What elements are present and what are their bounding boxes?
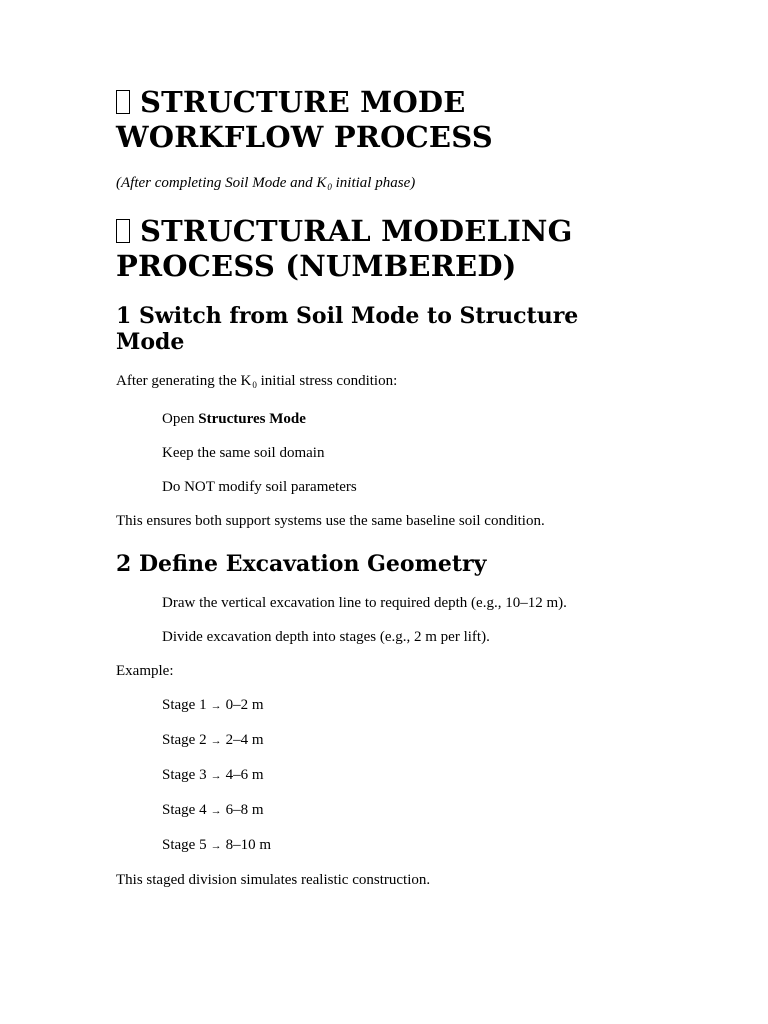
document-page [116,85,636,890]
stage-range: 0–2 m [225,697,264,713]
stage-name: Stage 1 [162,697,207,713]
subtitle-subscript: 0 [327,182,332,192]
arrow-icon: → [210,735,222,747]
step1-intro-subscript: 0 [252,380,257,390]
step2-conclusion: This staged division simulates realistic construction. [116,872,431,888]
arrow-icon: → [210,770,222,782]
step2-bullet-divide: Divide excavation depth into stages (e.g., 2 m per lift). [162,629,490,645]
arrow-icon: → [210,840,222,852]
step2-heading: 2 Define Excavation Geometry [116,551,487,577]
step1-bullet-open-prefix: Open [162,411,199,427]
stage-item [162,835,636,856]
stage-range: 4–6 m [225,767,264,783]
stage-item [162,730,636,751]
section-title-text: STRUCTURAL MODELING PROCESS (NUMBERED) [116,214,573,283]
stage-range: 2–4 m [225,732,264,748]
stage-name: Stage 2 [162,732,207,748]
stage-item [162,800,636,821]
missing-glyph-icon [116,90,130,114]
step1-bullet-keep: Keep the same soil domain [162,445,325,461]
arrow-icon: → [210,805,222,817]
step1-intro [116,371,636,395]
section-title [116,214,636,284]
arrow-icon: → [210,700,222,712]
step1-intro-before: After generating the K [116,373,252,389]
stage-range: 6–8 m [225,802,264,818]
document-title-text: STRUCTURE MODE WORKFLOW PROCESS [116,85,493,154]
stage-item [162,695,636,716]
subtitle-text-after: initial phase) [331,175,416,191]
stage-name: Stage 3 [162,767,207,783]
step1-intro-after: initial stress condition: [256,373,398,389]
step1-bullet-open [162,409,636,429]
stage-range: 8–10 m [225,837,271,853]
step1-bullet-open-bold: Structures Mode [198,411,306,427]
step1-conclusion: This ensures both support systems use the same baseline soil condition. [116,513,545,529]
example-label: Example: [116,663,174,679]
document-subtitle [116,173,636,197]
document-title [116,85,636,155]
stage-item [162,765,636,786]
stage-name: Stage 4 [162,802,207,818]
step1-heading: 1 Switch from Soil Mode to Structure Mode [116,303,579,355]
step2-bullet-draw: Draw the vertical excavation line to required depth (e.g., 10–12 m). [162,595,567,611]
subtitle-text-before: (After completing Soil Mode and K [116,175,327,191]
missing-glyph-icon [116,219,130,243]
stage-name: Stage 5 [162,837,207,853]
step1-bullet-donot: Do NOT modify soil parameters [162,479,357,495]
